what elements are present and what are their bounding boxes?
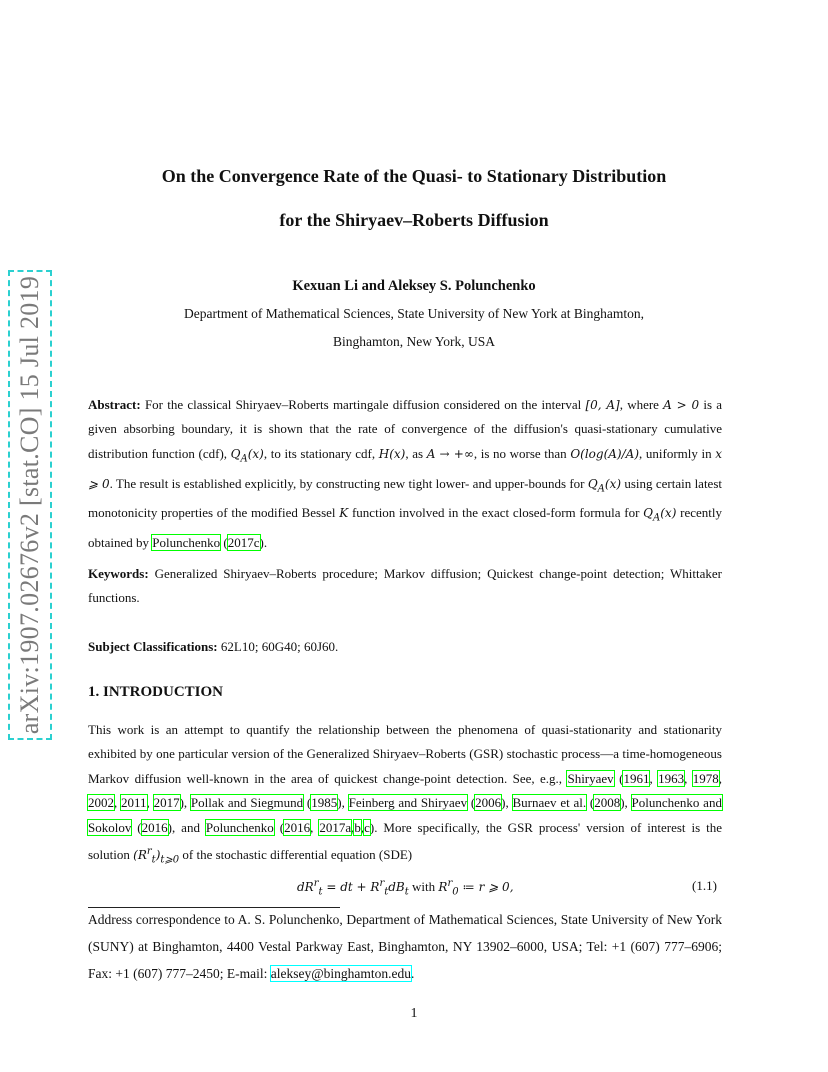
paper-title-line-1: On the Convergence Rate of the Quasi- to Stationary Distribution [161, 166, 667, 186]
arxiv-stamp-text[interactable]: arXiv:1907.02676v2 [stat.CO] 15 Jul 2019 [15, 275, 44, 735]
math-hx: H(x) [378, 446, 406, 461]
math-a-positive: A > 0 [663, 398, 700, 412]
equation-number: (1.1) [692, 878, 717, 893]
footnote [88, 906, 722, 987]
intro-text: ), [501, 795, 513, 811]
citation-link[interactable]: 2008 [594, 795, 621, 811]
intro-text: , [684, 770, 693, 786]
math-process: $(R^r_t)_{t⩾0}$ [133, 846, 180, 866]
page-number: 1 [410, 1006, 418, 1021]
subject-text: 62L10; 60G40; 60J60. [217, 639, 339, 654]
intro-text: ), and [167, 819, 206, 835]
citation-link[interactable]: 2002 [88, 795, 114, 811]
intro-text: This work is an attempt to quantify the relationship between the phenomena of quasi-stationarity and stationarity exhibited by one particular version of the Generalized Shiryaev–Roberts (GSR) stochastic process—a time-homogeneous Markov diffusion well-known in the area of quickest change-point detection. See, e.g., [88, 722, 722, 786]
citation-link[interactable]: 2016 [141, 819, 168, 835]
intro-text: ( [273, 819, 285, 835]
equation-body: $dR^r_t$ = dt + $R^r_tdB_t$ with $R^r_0$ ≔ r ⩾ 0, [297, 878, 514, 898]
subject-classifications [88, 635, 722, 659]
intro-text: , [351, 819, 355, 835]
intro-text: , [146, 795, 154, 811]
citation-link[interactable]: 1961 [623, 770, 650, 786]
citation-link[interactable]: 2017c [227, 535, 260, 551]
math-qa: $Q_A(x)$ [643, 506, 677, 524]
math-k: K [339, 506, 349, 521]
intro-paragraph [88, 718, 722, 873]
math-qa: $Q_A(x)$ [230, 446, 264, 465]
abstract-text: , as [405, 445, 427, 461]
citation-link[interactable]: 1985 [311, 795, 338, 811]
math-interval: [0, A] [585, 398, 620, 412]
abstract-text: ( [220, 535, 228, 551]
abstract [88, 393, 722, 556]
citation-link[interactable]: Polunchenko [205, 819, 274, 835]
citation-link[interactable]: Burnaev et al. [512, 795, 587, 811]
section-heading: 1. INTRODUCTION [88, 684, 224, 700]
intro-text: , [718, 770, 723, 786]
abstract-text: , is no worse than [473, 445, 571, 461]
abstract-text: is a given absorbing boundary, it is shown that the rate of convergence of the diffusion's quasi-stationary cumulative distribution function (cdf), [88, 397, 722, 461]
intro-text: ), [620, 795, 632, 811]
math-rate: O(log(A)/A) [570, 446, 639, 461]
intro-text: ( [613, 770, 624, 786]
intro-text: , [649, 770, 659, 786]
paper-title-line-2: for the Shiryaev–Roberts Diffusion [279, 210, 549, 230]
intro-text: ( [467, 795, 476, 811]
authors: Kexuan Li and Aleksey S. Polunchenko [292, 278, 536, 294]
abstract-text: ). [259, 535, 268, 551]
intro-text: ), [179, 795, 191, 811]
email-link[interactable]: aleksey@binghamton.edu [270, 966, 411, 981]
intro-text: ( [586, 795, 595, 811]
footnote-text: Address correspondence to A. S. Polunchenko, Department of Mathematical Sciences, State University of New York (SUNY) at Binghamton, 4400 Vestal Parkway East, Binghamton, NY 13902–6000, USA; Tel: +1 (607) 777–6906; Fax: +1 (607) 777–2450; E-mail: [88, 912, 722, 981]
affiliation-line-1: Department of Mathematical Sciences, State University of New York at Binghamton, [183, 306, 645, 321]
citation-link[interactable]: b [354, 819, 361, 835]
footnote-text: . [411, 966, 415, 981]
intro-text: , [114, 795, 122, 811]
abstract-text: . The result is established explicitly, by constructing new tight lower- and upper-bounds for [109, 475, 588, 491]
intro-text: , [360, 819, 365, 835]
citation-link[interactable]: 1963 [658, 770, 685, 786]
citation-link[interactable]: Polunchenko and Sokolov [88, 795, 722, 835]
intro-text: ( [303, 795, 312, 811]
keywords [88, 562, 722, 611]
abstract-text: For the classical Shiryaev–Roberts martingale diffusion considered on the interval [140, 397, 586, 412]
abstract-text: , to its stationary cdf, [263, 445, 379, 461]
keywords-text: Generalized Shiryaev–Roberts procedure; Markov diffusion; Quickest change-point detection; Whittaker functions. [88, 566, 722, 606]
citation-link[interactable]: c [364, 819, 370, 835]
citation-link[interactable]: Shiryaev [567, 770, 614, 786]
citation-link[interactable]: Polunchenko [152, 535, 221, 551]
math-x-nonneg: x ⩾ 0 [88, 446, 723, 491]
intro-text: ( [131, 819, 142, 835]
abstract-label: Abstract: [88, 397, 141, 412]
abstract-text: function involved in the exact closed-form formula for [348, 505, 644, 521]
abstract-text: using certain latest monotonicity properties of the modified Bessel [88, 475, 722, 521]
abstract-text: recently obtained by [88, 505, 722, 551]
affiliation-line-2: Binghamton, New York, USA [332, 334, 495, 349]
citation-link[interactable]: 2017 [153, 795, 180, 811]
citation-link[interactable]: 2016 [284, 819, 311, 835]
citation-link[interactable]: 2006 [475, 795, 502, 811]
intro-text: ). More specifically, the GSR process' version of interest is the solution [88, 819, 722, 863]
subject-label: Subject Classifications: [88, 639, 218, 654]
math-limit: A → +∞ [426, 446, 474, 461]
math-qa: $Q_A(x)$ [587, 476, 622, 494]
intro-text: of the stochastic differential equation (SDE) [179, 847, 413, 863]
citation-link[interactable]: Pollak and Siegmund [190, 795, 304, 811]
citation-link[interactable]: 2011 [121, 795, 147, 811]
citation-link[interactable]: 2017a [319, 819, 352, 835]
intro-text: ), [337, 795, 349, 811]
citation-link[interactable]: 1978 [692, 770, 719, 786]
intro-text: , [310, 819, 320, 835]
citation-link[interactable]: Feinberg and Shiryaev [348, 795, 468, 811]
abstract-text: , where [619, 397, 664, 412]
keywords-label: Keywords: [88, 566, 149, 581]
abstract-text: , uniformly in [639, 445, 716, 461]
